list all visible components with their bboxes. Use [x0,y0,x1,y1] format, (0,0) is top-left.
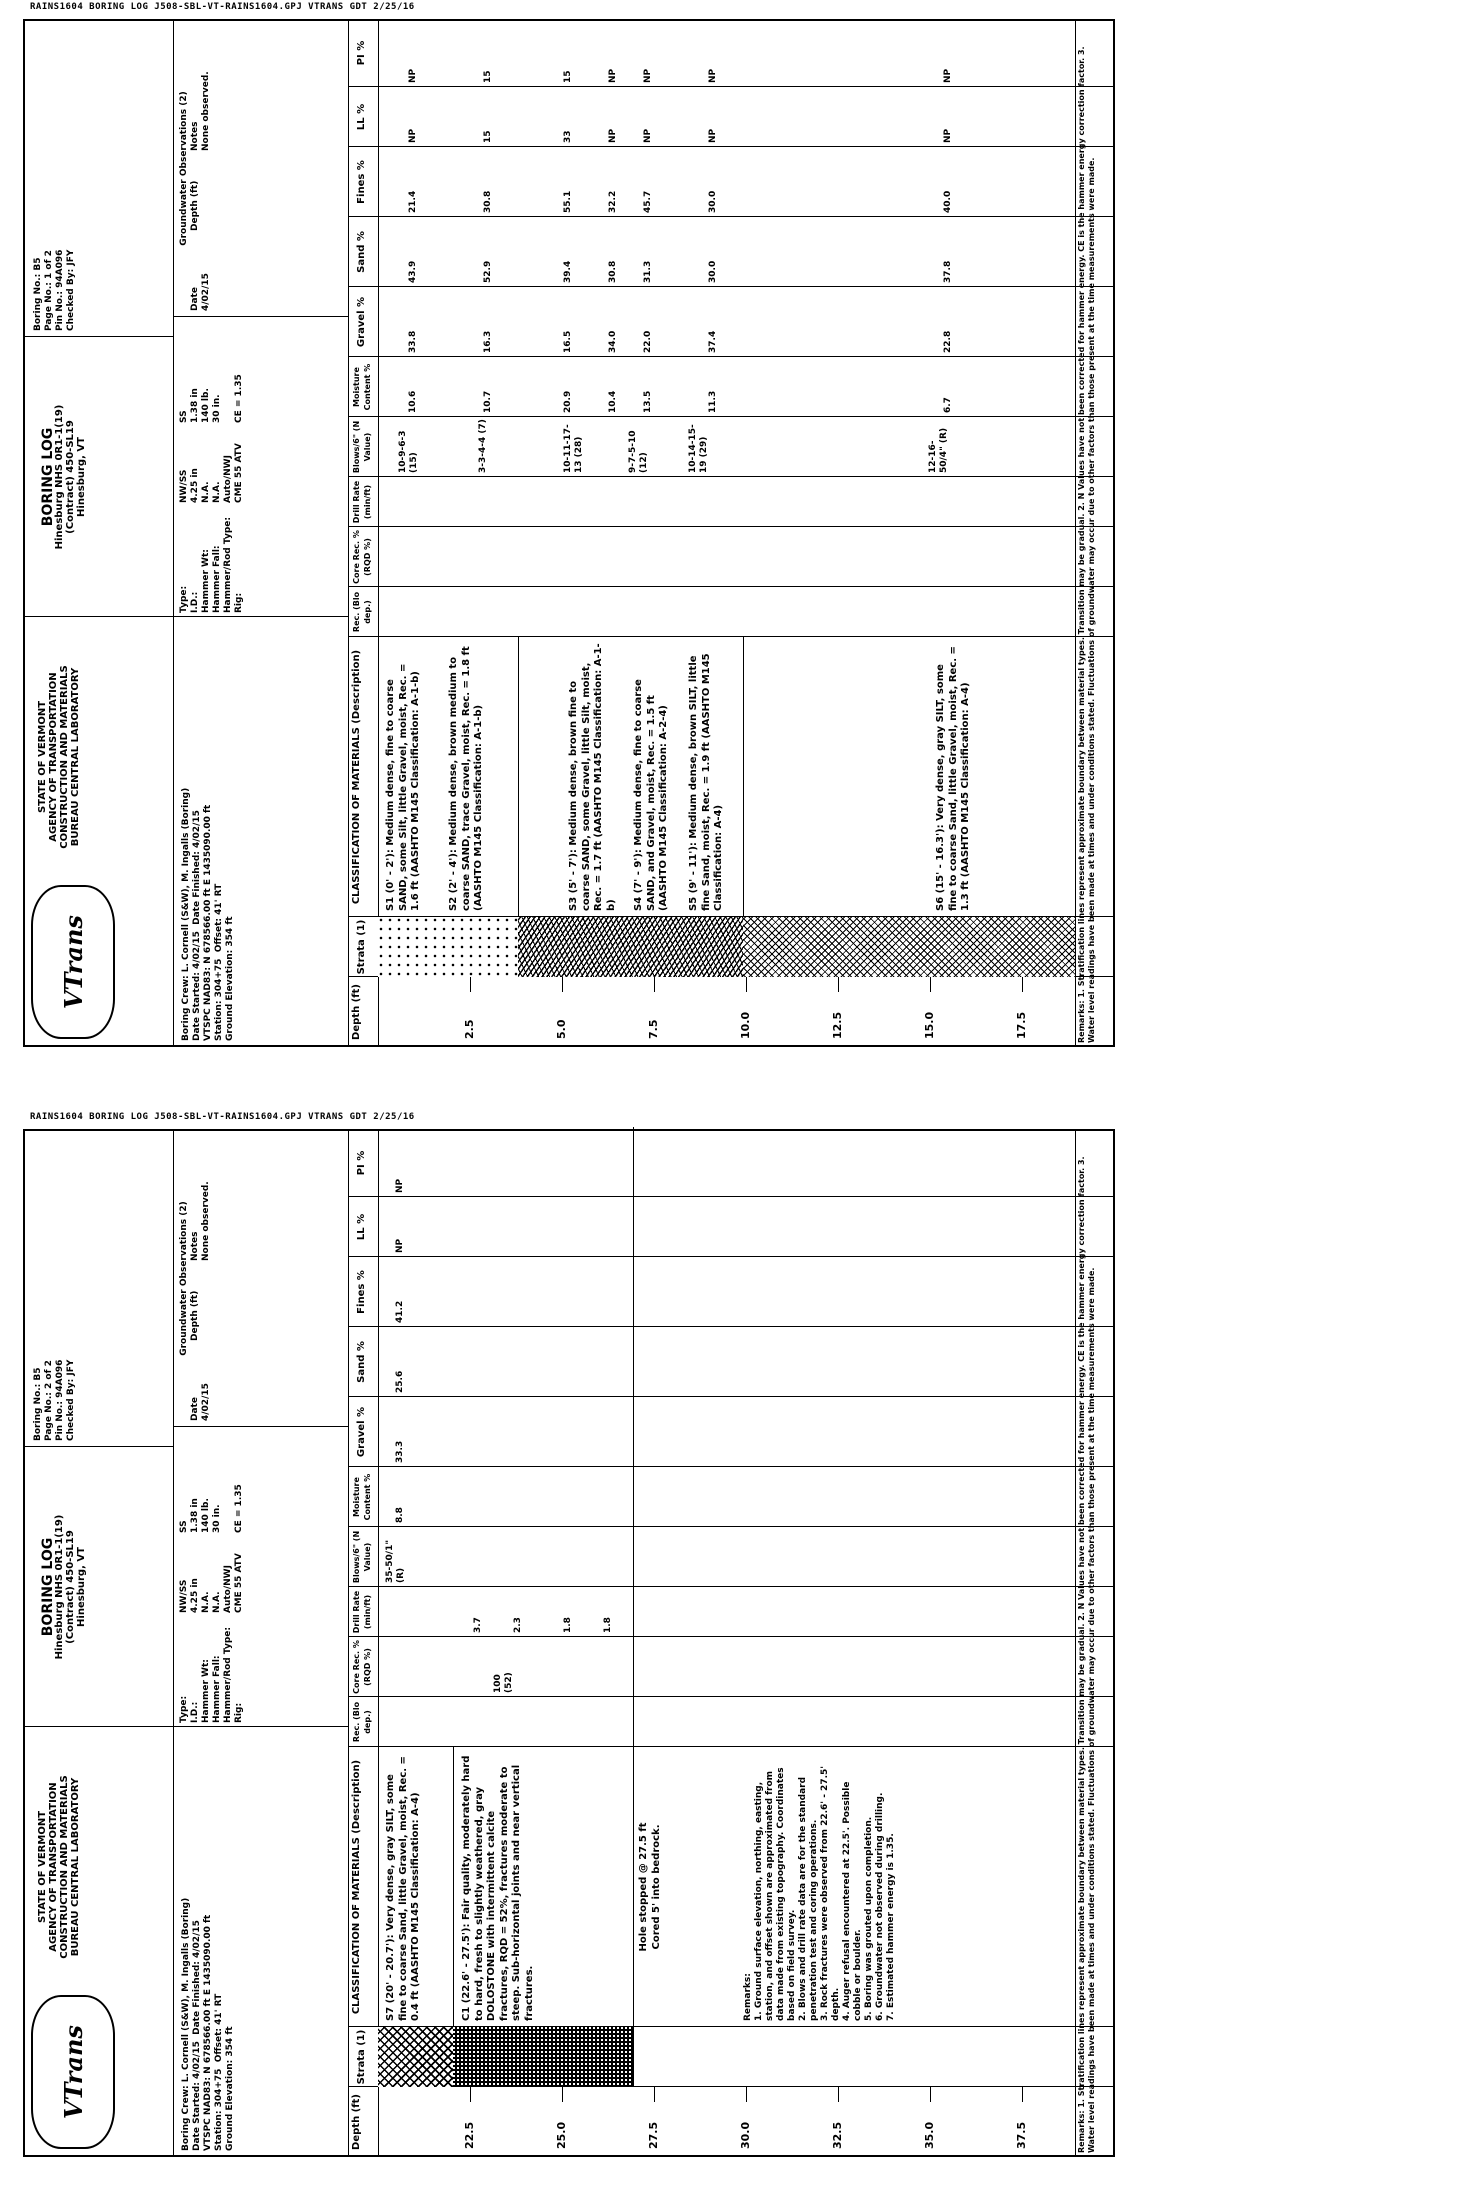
lab-row-5: 13.522.031.345.7NPNP [643,68,653,413]
blows-4: 9-7-5-10 (12) [628,430,649,473]
groundwater-table: Groundwater Observations (2) DateDepth (ft)Notes 4/02/15None observed. [179,71,211,311]
desc-s2: S2 (2' - 4'): Medium dense, brown medium to coarse SAND, trace Gravel, moist, Rec. = 1.8 ft (AASHTO M145 Classification: A-1-b) [448,646,484,911]
strata-till [378,2027,453,2087]
col-classification: CLASSIFICATION OF MATERIALS (Description) [351,649,362,905]
log-page-1 [0,0,1472,1080]
equipment-table: Type:NW/SSSS I.D.:4.25 in1.38 in Hammer Wt:N.A.140 lb. Hammer Fall:N.A.30 in. Hammer/Rod Type:Auto/NWJ Rig:CME 55 ATVCE = 1.35 [179,1484,244,1723]
groundwater-table: Groundwater Observations (2) DateDepth (ft)Notes 4/02/15None observed. [179,1181,211,1421]
boring-id-block: Boring No.: B5 Page No.: 1 of 2 Pin No.: 94A096 Checked By: JFY [33,249,76,331]
lab-row-6: 11.337.430.030.0NPNP [708,68,718,413]
depth-scale: 2.5 5.0 7.5 10.0 12.5 15.0 17.5 [378,977,1075,1047]
col-strata: Strata (1) [356,2029,367,2085]
vtrans-logo: VTrans [31,885,115,1039]
remarks: Remarks: 1. Stratification lines represent approximate boundary between material types. Transition may be gradual. 2. N Values have not been corrected for hammer energy. CE is the hammer energy correction factor. 3. Water level readings have been made at times and under conditions stated. Fluctuations of groundwater may occur due to other factors than those present at the time measurements were made. [1077,1156,1096,2153]
strata-bedrock [453,2027,633,2087]
agency-block: STATE OF VERMONT AGENCY OF TRANSPORTATION CONSTRUCTION AND MATERIALS BUREAU CENTRAL LABORATORY [37,665,81,849]
col-sand: Sand % [356,231,367,273]
desc-s1: S1 (0' - 2'): Medium dense, fine to coarse SAND, some Silt, little Gravel, moist, Rec. = 1.6 ft (AASHTO M145 Classification: A-1-b) [385,663,421,911]
boring-fields: Boring Crew: L. Cornell (S&W), M. Ingalls (Boring) Date Started: 4/02/15 Date Finished: 4/02/15 VTSPC NAD83: N 678566.00 ft E 1435090.00 ft Station: 304+75 Offset: 41' RT Ground Elevation: 354 ft [181,787,235,1041]
col-fines: Fines % [356,160,367,204]
boring-id-block: Boring No.: B5 Page No.: 2 of 2 Pin No.: 94A096 Checked By: JFY [33,1359,76,1441]
col-pi: PI % [356,40,367,66]
boring-fields: Boring Crew: L. Cornell (S&W), M. Ingalls (Boring) Date Started: 4/02/15 Date Finished: 4/02/15 VTSPC NAD83: N 678566.00 ft E 1435090.00 ft Station: 304+75 Offset: 41' RT Ground Elevation: 354 ft [181,1897,235,2151]
cored-note: Cored 5' into bedrock. [651,1824,662,1950]
equipment-table: Type:NW/SSSS I.D.:4.25 in1.38 in Hammer Wt:N.A.140 lb. Hammer Fall:N.A.30 in. Hammer/Rod Type:Auto/NWJ Rig:CME 55 ATVCE = 1.35 [179,374,244,613]
col-strata: Strata (1) [356,919,367,975]
col-rec: Rec. (Blo dep.) [352,591,372,633]
agency-block: STATE OF VERMONT AGENCY OF TRANSPORTATION CONSTRUCTION AND MATERIALS BUREAU CENTRAL LABORATORY [37,1775,81,1959]
log-sheet [23,1129,1115,2157]
col-core: Core Rec. % (RQD %) [352,1640,372,1694]
core-rec: 100 (52) [493,1672,514,1693]
desc-s6: S6 (15' - 16.3'): Very dense, gray SILT, some fine to coarse Sand, little Gravel, moist, Rec. = 1.3 ft (AASHTO M145 Classification: A-4) [935,646,971,911]
col-sand: Sand % [356,1341,367,1383]
lab-row-1: 10.633.843.921.4NPNP [408,68,418,413]
lab-row-4: 10.434.030.832.2NPNP [608,68,618,413]
header-stamp: RAINS1604 BORING LOG J508-SBL-VT-RAINS1604.GPJ VTRANS GDT 2/25/16 [30,1112,415,1122]
col-gravel: Gravel % [356,1406,367,1458]
lab-row-7: 6.722.837.840.0NPNP [943,68,953,413]
strata-sand-gravel [518,917,743,977]
drill-rate-4: 1.8 [603,1617,613,1633]
desc-c1: C1 (22.6' - 27.5'): Fair quality, moderately hard to hard, fresh to slightly weathered, gray DOLOSTONE with intermittent calcite fractures, RQD = 52%, fractures moderate to steep. Sub-horizontal joints and near vertical fractures. [461,1755,535,2021]
lab-row-3: 20.916.539.455.13315 [563,70,573,413]
depth-scale: 22.5 25.0 27.5 30.0 32.5 35.0 37.5 [378,2087,1075,2157]
title-block: BORING LOG Hinesburg NHS 0R1-1(19) (Contract) 450-SL19 Hinesburg, VT [40,404,87,550]
desc-s7: S7 (20' - 20.7'): Very dense, gray SILT, some fine to coarse Sand, little Gravel, moist, Rec. = 0.4 ft (AASHTO M145 Classification: A-4) [385,1756,421,2021]
col-blows: Blows/6" (N Value) [352,420,372,474]
drill-rate-2: 2.3 [513,1617,523,1633]
col-core: Core Rec. % (RQD %) [352,530,372,584]
strata-sand [378,917,518,977]
col-ll: LL % [356,103,367,131]
title-block: BORING LOG Hinesburg NHS 0R1-1(19) (Contract) 450-SL19 Hinesburg, VT [40,1514,87,1660]
strata-till [743,917,1075,977]
log-sheet [23,19,1115,1047]
col-moisture: Moisture Content % [352,1473,372,1521]
col-pi: PI % [356,1150,367,1176]
vtrans-logo: VTrans [31,1995,115,2149]
col-gravel: Gravel % [356,296,367,348]
col-drill: Drill Rate (min/ft) [352,480,372,524]
drill-rate-3: 1.8 [563,1617,573,1633]
col-drill: Drill Rate (min/ft) [352,1590,372,1634]
notes-block: Remarks: 1. Ground surface elevation, northing, easting, station, and offset shown are approximated from data made from existing topography. Coordinates based on field survey. 2. Blows and drill rate data are for the standard penetration test and coring operations. 3. Rock fractures were observed from 22.6' - 27.5' depth. 4. Auger refusal encountered at 22.5'. Possible cobble or boulder. 5. Boring was grouted upon completion. 6. Groundwater not observed during drilling. 7. Estimated hammer energy is 1.35. [743,1765,896,2021]
log-page-2 [0,1110,1472,2190]
drill-rate-1: 3.7 [473,1617,483,1633]
blows-5: 10-14-15-19 (29) [688,424,709,473]
hole-stopped: Hole stopped @ 27.5 ft [638,1822,649,1952]
blows-s7: 35-50/1" (R) [385,1539,406,1583]
header-stamp: RAINS1604 BORING LOG J508-SBL-VT-RAINS1604.GPJ VTRANS GDT 2/25/16 [30,2,415,12]
lab-row-s7: 8.833.325.641.2NPNP [395,1178,405,1523]
col-ll: LL % [356,1213,367,1241]
desc-s4: S4 (7' - 9'): Medium dense, fine to coarse SAND, and Gravel, moist, Rec. = 1.5 ft (AASHTO M145 Classification: A-2-4) [633,679,669,911]
blows-1: 10-9-6-3 (15) [398,430,419,473]
blows-6: 12-16-50/4" (R) [928,427,949,473]
blows-3: 10-11-17-13 (28) [563,424,584,473]
col-moisture: Moisture Content % [352,363,372,411]
col-rec: Rec. (Blo dep.) [352,1701,372,1743]
col-fines: Fines % [356,1270,367,1314]
col-depth: Depth (ft) [351,984,362,1040]
desc-s3: S3 (5' - 7'): Medium dense, brown fine to coarse SAND, some Gravel, little Silt, moist, Rec. = 1.7 ft (AASHTO M145 Classification: A-1-b) [568,643,617,911]
blows-2: 3-3-4-4 (7) [478,419,488,473]
col-blows: Blows/6" (N Value) [352,1530,372,1584]
col-depth: Depth (ft) [351,2094,362,2150]
lab-row-2: 10.716.352.930.81515 [483,70,493,413]
remarks: Remarks: 1. Stratification lines represent approximate boundary between material types. Transition may be gradual. 2. N Values have not been corrected for hammer energy. CE is the hammer energy correction factor. 3. Water level readings have been made at times and under conditions stated. Fluctuations of groundwater may occur due to other factors than those present at the time measurements were made. [1077,46,1096,1043]
col-classification: CLASSIFICATION OF MATERIALS (Description) [351,1759,362,2015]
desc-s5: S5 (9' - 11'): Medium dense, brown SILT, little fine Sand, moist, Rec. = 1.9 ft (AASHTO M145 Classification: A-4) [688,653,724,911]
